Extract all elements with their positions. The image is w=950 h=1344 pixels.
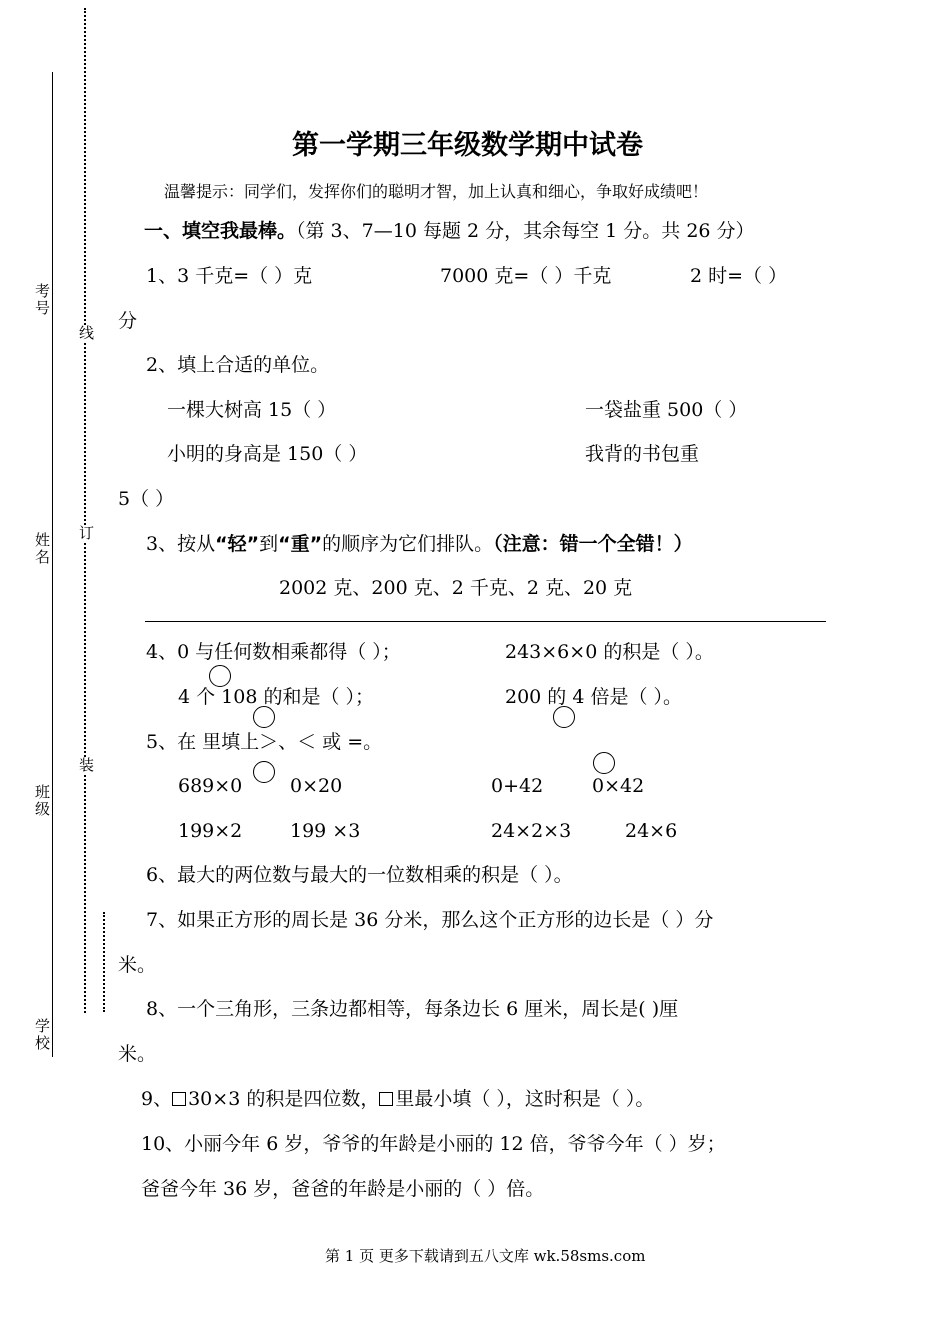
q1-a: 1、3 千克=（ ）克 [146, 265, 313, 287]
compare-circle[interactable] [593, 752, 615, 774]
q6: 6、最大的两位数与最大的一位数相乘的积是（ ）。 [146, 864, 573, 886]
sidebar-line [52, 72, 53, 1057]
q5-stem: 5、在 里填上＞、＜ 或 =。 [146, 731, 383, 753]
q10-a: 10、小丽今年 6 岁，爷爷的年龄是小丽的 12 倍，爷爷今年（ ）岁； [141, 1133, 726, 1155]
q4-c: 4 个 108 的和是（ ）； [178, 686, 375, 708]
q4-d: 200 的 4 倍是（ ）。 [505, 686, 683, 708]
label-ding: 订 [78, 524, 94, 542]
blank-box[interactable] [172, 1092, 186, 1106]
q4-b: 243×6×0 的积是（ ）。 [505, 641, 714, 663]
label-xuexiao: 学校 [34, 1017, 50, 1052]
label-xingming: 姓名 [34, 531, 50, 566]
q9-p2: 30×3 的积是四位数， [188, 1088, 380, 1110]
section-heading-label: 一、填空我最棒。 [144, 220, 297, 242]
q3-answer-line [145, 621, 826, 622]
q5-r1b: 0×20 [290, 775, 343, 797]
q5-r1a: 689×0 [178, 775, 243, 797]
q2-c: 小明的身高是 150（ ） [167, 443, 368, 465]
q1-cont: 分 [118, 310, 138, 332]
q3-p3: 的顺序为它们排队。 [322, 533, 494, 555]
q8-b: 米。 [118, 1043, 157, 1065]
q10-b: 爸爸今年 36 岁，爸爸的年龄是小丽的（ ）倍。 [141, 1178, 545, 1200]
blank-box[interactable] [379, 1092, 393, 1106]
q2-stem: 2、填上合适的单位。 [146, 354, 330, 376]
q5-r1d: 0×42 [592, 775, 645, 797]
page-title: 第一学期三年级数学期中试卷 [292, 130, 643, 161]
compare-circle[interactable] [209, 665, 231, 687]
q4-a: 4、0 与任何数相乘都得（ ）； [146, 641, 401, 663]
q5-r1c: 0+42 [491, 775, 544, 797]
q8-a: 8、一个三角形，三条边都相等，每条边长 6 厘米，周长是( )厘 [146, 998, 679, 1020]
compare-circle[interactable] [553, 706, 575, 728]
q2-a: 一棵大树高 15（ ） [167, 399, 337, 421]
q3-items: 2002 克、200 克、2 千克、2 克、20 克 [279, 577, 633, 599]
page-footer: 第 1 页 更多下载请到五八文库 wk.58sms.com [325, 1247, 646, 1265]
sidebar-dotted-line-short [103, 912, 105, 1012]
q3-p1: 3、按从 [146, 533, 216, 555]
q7-b: 米。 [118, 954, 157, 976]
q1-c: 2 时=（ ） [690, 265, 788, 287]
q5-r2d: 24×6 [625, 820, 678, 842]
sidebar-dotted-line [84, 8, 86, 1013]
q3-note: （注意：错一个全错！） [493, 533, 693, 555]
compare-circle[interactable] [253, 706, 275, 728]
q5-r2a: 199×2 [178, 820, 243, 842]
q2-d2: 5（ ） [118, 488, 175, 510]
section-heading-note: （第 3、7—10 每题 2 分，其余每空 1 分。共 26 分） [296, 220, 755, 242]
q2-d: 我背的书包重 [585, 443, 700, 465]
q3-w2: “重” [278, 533, 323, 555]
q9-p1: 9、 [141, 1088, 173, 1110]
q3-stem [146, 532, 693, 556]
label-xian: 线 [78, 324, 94, 342]
q3-p2: 到 [259, 533, 279, 555]
q3-w1: “轻” [215, 533, 260, 555]
compare-circle[interactable] [253, 761, 275, 783]
q2-b: 一袋盐重 500（ ） [585, 399, 748, 421]
label-zhuang: 装 [78, 756, 94, 774]
section-heading [144, 219, 755, 243]
q5-r2b: 199 ×3 [290, 820, 361, 842]
q5-r2c: 24×2×3 [491, 820, 572, 842]
label-kaohao: 考号 [34, 282, 50, 317]
label-banji: 班级 [34, 783, 50, 818]
q9 [141, 1087, 654, 1111]
q7-a: 7、如果正方形的周长是 36 分米，那么这个正方形的边长是（ ）分 [146, 909, 714, 931]
tip-text: 温馨提示：同学们，发挥你们的聪明才智，加上认真和细心，争取好成绩吧！ [164, 182, 709, 201]
q1-b: 7000 克=（ ）千克 [440, 265, 612, 287]
q9-p3: 里最小填（ ），这时积是（ ）。 [395, 1088, 655, 1110]
